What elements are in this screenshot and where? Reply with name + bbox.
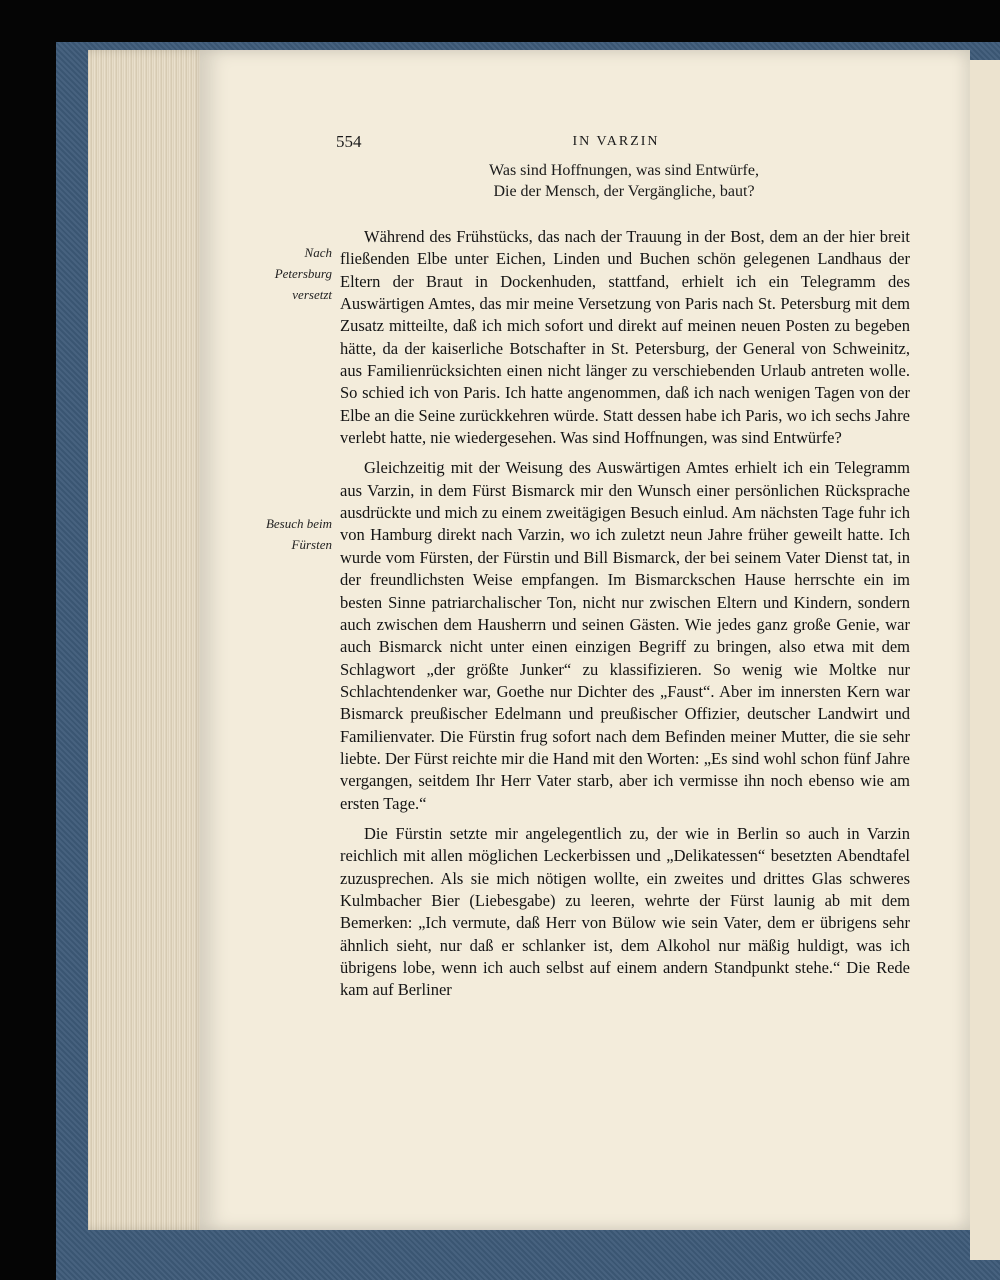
facing-page-edge [970, 60, 1000, 1260]
epigraph-line: Die der Mensch, der Vergängliche, baut? [493, 183, 755, 200]
paragraph: Während des Frühstücks, das nach der Trauung in der Bost, dem an der hier breit fließenden Elbe unter Eichen, Linden und Buchen schön gelegenen Landhaus der Eltern der Braut in Dockenhuden, stattfand, erhielt ich ein Telegramm des Auswärtigen Amtes, das mir meine Versetzung von Paris nach St. Petersburg mit dem Zusatz mitteilte, daß ich mich sofort und direkt auf meinen neuen Posten zu begeben hätte, da der kaiserliche Botschafter in St. Petersburg, der General von Schweinitz, aus Familienrücksichten einen nicht länger zu verschiebenden Urlaub antreten wolle. So schied ich von Paris. Ich hatte angenommen, daß ich nach wenigen Tagen von der Elbe an die Seine zurückkehren würde. Statt dessen habe ich Paris, wo ich sechs Jahre verlebt hatte, nie wiedergesehen. Was sind Hoffnungen, was sind Entwürfe? [340, 227, 910, 448]
margin-note-petersburg [252, 242, 332, 305]
margin-note-besuch [252, 513, 332, 555]
paragraph: Gleichzeitig mit der Weisung des Auswärtigen Amtes erhielt ich ein Telegramm aus Varzin, in dem Fürst Bismarck mir den Wunsch einer persönlichen Rücksprache ausdrückte und mich zu einem zweitägigen Besuch einlud. Am nächsten Tage fuhr ich von Hamburg direkt nach Varzin, wo ich zuletzt neun Jahre früher geweilt hatte. Ich wurde vom Fürsten, der Fürstin und Bill Bismarck, der bei seinem Vater Dienst tat, in der freundlichsten Weise empfangen. Im Bismarckschen Hause herrschte ein im besten Sinne patriarchalischer Ton, nicht nur zwischen Eltern und Kindern, sondern auch zwischen dem Hausherrn und seinen Gästen. Wie jedes ganz große Genie, war auch Bismarck nicht unter einen einzigen Begriff zu bringen, also etwa mit dem Schlagwort „der größte Junker“ zu klassifizieren. So wenig wie Moltke nur Schlachtendenker war, Goethe nur Dichter des „Faust“. Aber im innersten Kern war Bismarck preußischer Edelmann und preußischer Offizier, deutscher Landwirt und Familienvater. Die Fürstin frug sofort nach dem Befinden meiner Mutter, die sie sehr liebte. Der Fürst reichte mir die Hand mit den Worten: „Es sind wohl schon fünf Jahre vergangen, seitdem Ihr Herr Vater starb, aber ich vermisse ihn noch ebenso wie am ersten Tage.“ [340, 458, 910, 813]
margin-note-line: Petersburg [274, 266, 332, 281]
page-number: 554 [336, 132, 362, 151]
page-header [336, 132, 896, 156]
running-head: IN VARZIN [572, 134, 660, 149]
epigraph [340, 160, 908, 202]
body-text [340, 226, 910, 1010]
margin-note-line: Nach [304, 245, 332, 260]
paragraph: Die Fürstin setzte mir angelegentlich zu, der wie in Berlin so auch in Varzin reichlich mit allen möglichen Leckerbissen und „Delikatessen“ besetzten Abendtafel zuzusprechen. Als sie mich nötigen wollte, ein zweites und drittes Glas schweres Kulmbacher Bier (Liebesgabe) zu leeren, wehrte der Fürst launig ab mit dem Bemerken: „Ich vermute, daß Herr von Bülow wie sein Vater, dem er übrigens sehr ähnlich sieht, nur daß er schlanker ist, dem Alkohol nur mäßig huldigt, was ich übrigens lobe, wenn ich auch selbst auf einem andern Standpunkt stehe.“ Die Rede kam auf Berliner [340, 823, 910, 1000]
margin-note-line: versetzt [292, 287, 332, 302]
epigraph-line: Was sind Hoffnungen, was sind Entwürfe, [489, 162, 759, 179]
page-edges [88, 50, 208, 1230]
margin-note-line: Fürsten [291, 537, 332, 552]
margin-note-line: Besuch beim [265, 516, 332, 531]
